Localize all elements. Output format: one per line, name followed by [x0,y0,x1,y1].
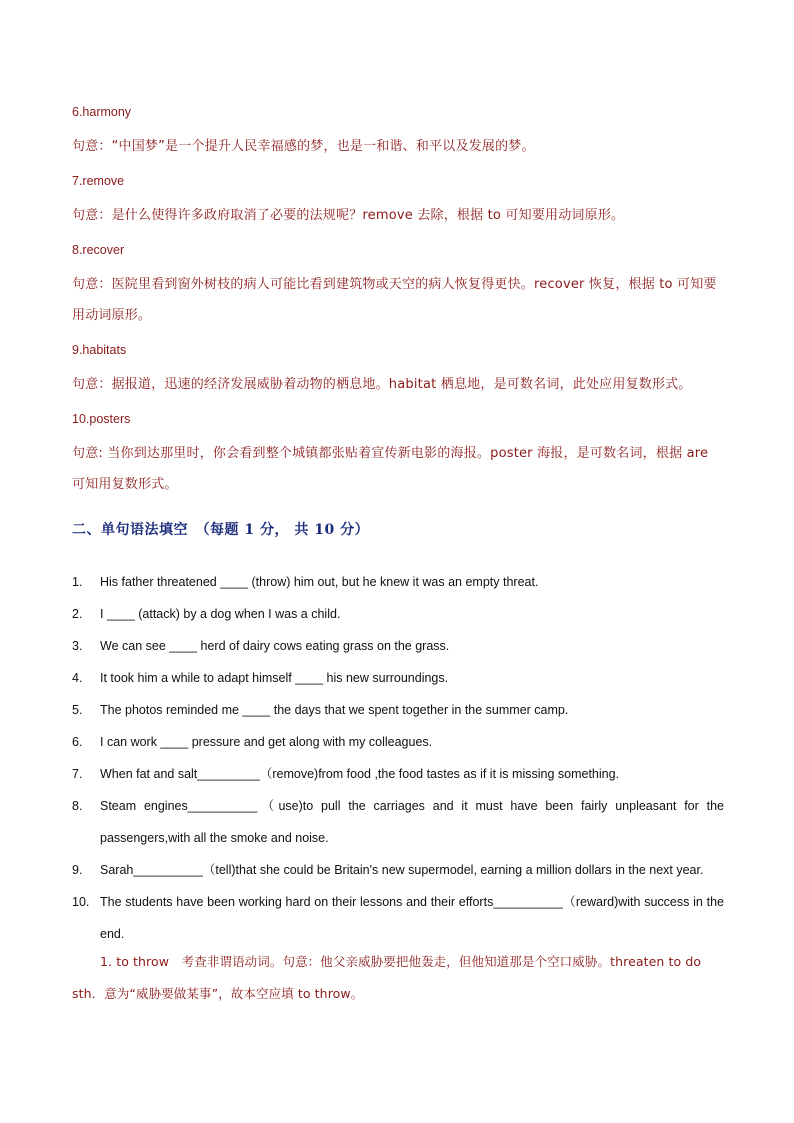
question-item [72,854,724,886]
answer-word-9: 9.habitats [72,343,127,357]
answer-explanation-9: 句意：据报道，迅速的经济发展威胁着动物的栖息地。habitat 栖息地，是可数名词，此处应用复数形式。 [72,377,692,392]
question-text: Sarah__________（tell)that she could be Britain's new supermodel, earning a million dollars in the next year. [100,863,704,877]
question-number: 8. [72,799,83,813]
answer-word-7: 7.remove [72,174,125,188]
question-number: 5. [72,703,83,717]
question-item [72,886,724,950]
question-text: Steam engines__________（use)to pull the carriages and it must have been fairly unpleasant for the passengers,with all the smoke and noise. [100,799,724,845]
question-list [72,566,724,950]
question-item [72,662,724,694]
answer-explanation-6: 句意：“中国梦”是一个提升人民幸福感的梦，也是一和谐、和平以及发展的梦。 [72,139,535,154]
question-text: I ____ (attack) by a dog when I was a child. [100,607,341,621]
answer-key-section [72,103,724,510]
answer-explanation-8: 句意：医院里看到窗外树枝的病人可能比看到建筑物或天空的病人恢复得更快。recover 恢复，根据 to 可知要用动词原形。 [72,277,717,323]
question-text: When fat and salt_________（remove)from food ,the food tastes as if it is missing something. [100,767,620,781]
question-text: The students have been working hard on their lessons and their efforts__________（reward)with success in the end. [100,895,724,941]
question-item [72,566,724,598]
question-number: 7. [72,767,83,781]
question-item [72,758,724,790]
question-text: I can work ____ pressure and get along with my colleagues. [100,735,433,749]
question-number: 3. [72,639,83,653]
question-text: It took him a while to adapt himself ____ his new surroundings. [100,671,449,685]
question-text: The photos reminded me ____ the days that we spent together in the summer camp. [100,703,569,717]
question-item [72,630,724,662]
section-heading: 二、单句语法填空 （每题 1 分， 共 10 分） [72,522,370,538]
question-number: 4. [72,671,83,685]
question-item [72,726,724,758]
answer-explanation-7: 句意：是什么使得许多政府取消了必要的法规呢？remove 去除，根据 to 可知要用动词原形。 [72,208,625,223]
question-number: 9. [72,863,83,877]
question-number: 6. [72,735,83,749]
question-number: 2. [72,607,83,621]
question-item [72,790,724,854]
question-number: 1. [72,575,83,589]
question-text: We can see ____ herd of dairy cows eating grass on the grass. [100,639,450,653]
answer-word-6: 6.harmony [72,105,132,119]
answer-explanation-1: 1. to throw 考查非谓语动词。句意：他父亲威胁要把他轰走，但他知道那是个空口威胁。threaten to do sth．意为“威胁要做某事”，故本空应填 to throw。 [72,954,702,1001]
answer-word-10: 10.posters [72,412,131,426]
question-item [72,694,724,726]
answer-word-8: 8.recover [72,243,125,257]
answer-explanation-10: 句意: 当你到达那里时，你会看到整个城镇都张贴着宣传新电影的海报。poster 海报，是可数名词，根据 are 可知用复数形式。 [72,446,709,492]
question-text: His father threatened ____ (throw) him out, but he knew it was an empty threat. [100,575,539,589]
question-item [72,598,724,630]
question-number: 10. [72,895,90,909]
